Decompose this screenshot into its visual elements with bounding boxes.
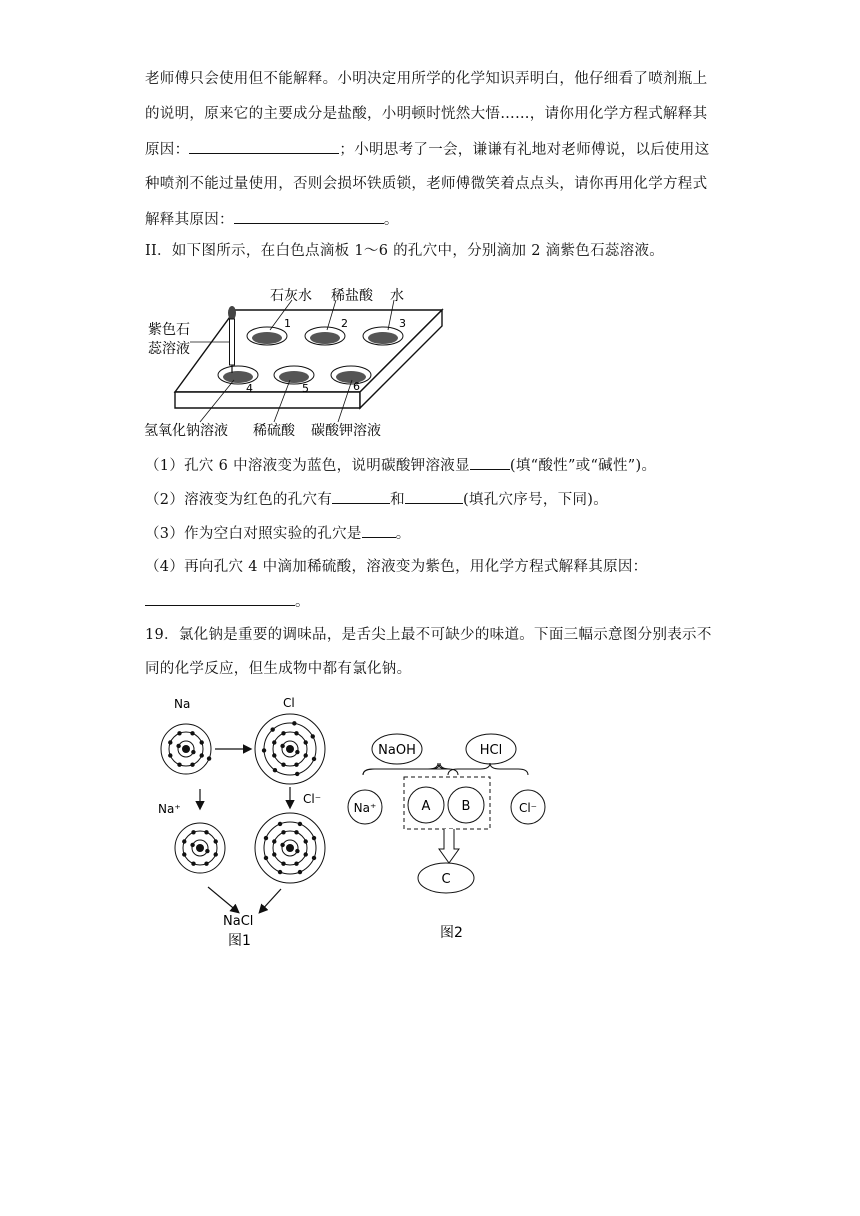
- well-number-1: 1: [284, 317, 291, 330]
- chloride-ion: [255, 813, 325, 883]
- label-naoh: NaOH: [378, 743, 416, 758]
- label-c: C: [441, 872, 451, 887]
- well-number-4: 4: [246, 382, 253, 395]
- well-6: [331, 366, 371, 384]
- question-1: [145, 455, 656, 476]
- question-19-line-1: 19．氯化钠是重要的调味品，是舌尖上最不可缺少的味道。下面三幅示意图分别表示不: [145, 627, 712, 643]
- label-nacl: NaCl: [223, 914, 254, 929]
- paragraph-line-3: [145, 139, 709, 160]
- spot-plate-figure: [140, 280, 450, 440]
- well-2: [305, 327, 345, 345]
- well-3: [363, 327, 403, 345]
- answer-blank-q2b[interactable]: [405, 489, 463, 504]
- text: ；小明思考了一会，谦谦有礼地对老师傅说，以后使用这: [339, 142, 710, 158]
- label-dilute-h2so4: 稀硫酸: [253, 423, 295, 439]
- answer-blank-q2a[interactable]: [332, 489, 390, 504]
- answer-blank-q3[interactable]: [362, 523, 396, 538]
- label-hcl: HCl: [479, 743, 503, 758]
- text: （3）作为空白对照实验的孔穴是: [145, 526, 362, 542]
- dropper-label-line2: 蕊溶液: [148, 341, 190, 357]
- text: 原因：: [145, 142, 190, 158]
- figure-1-caption: 图1: [228, 933, 251, 949]
- paragraph-line-4: 种喷剂不能过量使用，否则会损坏铁质锁，老师傅微笑着点点头，请你再用化学方程式: [145, 176, 708, 192]
- figure-1-ion-formation: [150, 690, 340, 955]
- dropper-label-line1: 紫色石: [148, 322, 190, 338]
- well-number-2: 2: [341, 317, 348, 330]
- answer-blank-eq2[interactable]: [234, 209, 384, 224]
- figure-2-caption: 图2: [440, 925, 463, 941]
- chlorine-atom: [255, 714, 325, 784]
- label-cl-atom: Cl: [283, 696, 295, 710]
- label-cl-ion: Cl⁻: [303, 792, 322, 806]
- plate-front: [175, 392, 360, 408]
- sodium-ion: [175, 823, 225, 873]
- well-number-5: 5: [302, 382, 309, 395]
- text: 。: [383, 212, 399, 228]
- label-naoh-solution: 氢氧化钠溶液: [144, 423, 228, 439]
- label-a: A: [421, 799, 431, 814]
- sodium-atom: [161, 724, 211, 774]
- label-na-ion-fig2: Na⁺: [353, 801, 377, 815]
- label-cl-ion-fig2: Cl⁻: [518, 801, 538, 815]
- label-na-atom: Na: [174, 697, 191, 711]
- text: 解释其原因：: [145, 212, 234, 228]
- text: (填孔穴序号，下同)。: [462, 492, 609, 508]
- question-2: [145, 489, 608, 510]
- part2-intro: II．如下图所示，在白色点滴板 1～6 的孔穴中，分别滴加 2 滴紫色石蕊溶液。: [145, 243, 665, 259]
- paragraph-line-1: 老师傅只会使用但不能解释。小明决定用所学的化学知识弄明白，他仔细看了喷剂瓶上: [145, 71, 708, 87]
- answer-blank-q1[interactable]: [470, 455, 510, 470]
- label-dilute-hcl: 稀盐酸: [331, 288, 373, 304]
- answer-blank-eq1[interactable]: [189, 139, 339, 154]
- text: (填“酸性”或“碱性”)。: [509, 458, 657, 474]
- answer-blank-q4[interactable]: [145, 591, 295, 606]
- well-number-6: 6: [353, 380, 360, 393]
- figure-2-neutralization: [340, 725, 560, 945]
- label-b: B: [461, 799, 471, 814]
- dropper-icon: [228, 306, 236, 373]
- text: 。: [295, 594, 310, 610]
- text: （1）孔穴 6 中溶液变为蓝色，说明碳酸钾溶液显: [145, 458, 470, 474]
- text: 。: [395, 526, 411, 542]
- label-limewater: 石灰水: [270, 288, 312, 304]
- paragraph-line-5: [145, 209, 399, 230]
- label-water: 水: [390, 288, 404, 304]
- question-4: （4）再向孔穴 4 中滴加稀硫酸，溶液变为紫色，用化学方程式解释其原因：: [145, 559, 648, 575]
- atom-diagrams: [161, 714, 325, 883]
- well-number-3: 3: [399, 317, 406, 330]
- label-k2co3-solution: 碳酸钾溶液: [311, 423, 381, 439]
- label-na-ion: Na⁺: [158, 802, 181, 816]
- down-arrow-icon: [439, 829, 459, 863]
- paragraph-line-2: 的说明，原来它的主要成分是盐酸，小明顿时恍然大悟……，请你用化学方程式解释其: [145, 106, 708, 122]
- text: 和: [390, 492, 405, 508]
- question-3: [145, 523, 411, 544]
- question-19-line-2: 同的化学反应，但生成物中都有氯化钠。: [145, 661, 412, 677]
- text: （2）溶液变为红色的孔穴有: [145, 492, 333, 508]
- well-1: [247, 327, 287, 345]
- question-4-answer: [145, 591, 310, 612]
